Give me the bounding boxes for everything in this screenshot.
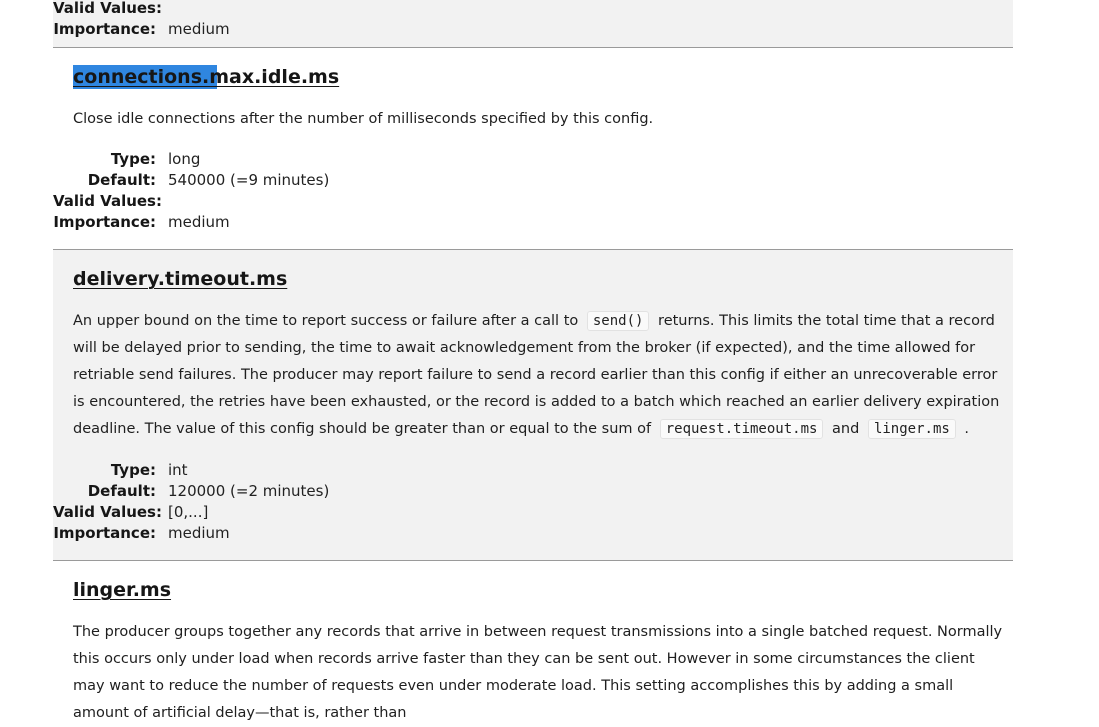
property-label: Type: <box>110 461 156 479</box>
property-label: Type: <box>110 150 156 168</box>
property-value: int <box>168 461 188 479</box>
property-value: long <box>168 150 201 168</box>
config-properties <box>53 460 473 544</box>
description-text: An upper bound on the time to report success or failure after a call to <box>73 313 579 329</box>
config-entry-delivery-timeout-ms <box>53 250 1013 560</box>
config-title-link[interactable] <box>73 65 339 89</box>
config-description: The producer groups together any records that arrive in between request transmissions into a single batched request. Normally this occurs only under load when records arrive faster than they can be sent out. However in some circumstances the client may want to reduce the number of requests even under moderate load. This setting accomplishes this by adding a small amount of artificial delay—that is, rather than <box>73 624 1003 721</box>
property-label: Valid Values: <box>53 503 162 521</box>
inline-code: send() <box>587 311 650 331</box>
inline-code: request.timeout.ms <box>660 419 824 439</box>
property-label: Default: <box>87 482 156 500</box>
config-entry-linger-ms <box>53 561 1013 721</box>
property-value: [0,...] <box>168 503 209 521</box>
property-label: Default: <box>87 171 156 189</box>
property-value: medium <box>168 20 230 38</box>
config-title-link[interactable]: delivery.timeout.ms <box>73 268 288 290</box>
property-label: Importance: <box>53 524 156 542</box>
property-row <box>53 0 473 19</box>
property-row <box>53 523 473 544</box>
property-row <box>53 191 473 212</box>
property-row <box>53 481 473 502</box>
property-row <box>53 212 473 233</box>
config-properties <box>53 149 473 233</box>
config-description <box>73 308 1008 443</box>
property-row <box>53 149 473 170</box>
description-text: and <box>832 421 860 437</box>
config-entry-connections-max-idle-ms <box>53 48 1013 249</box>
description-text: returns. This limits the total time that a record will be delayed prior to sending, the time to await acknowledgement from the broker (if expected), and the time allowed for retriable send failures. The producer may report failure to send a record earlier than this config if either an unrecoverable error is encountered, the retries have been exhausted, or the record is added to a batch which reached an earlier delivery expiration deadline. The value of this config should be greater than or equal to the sum of <box>73 313 1000 437</box>
property-value: medium <box>168 524 230 542</box>
config-title-link[interactable]: linger.ms <box>73 579 172 601</box>
property-label: Valid Values: <box>53 0 162 17</box>
property-row <box>53 170 473 191</box>
property-value: 120000 (=2 minutes) <box>168 482 330 500</box>
config-entry-previous <box>53 0 1013 47</box>
property-label: Importance: <box>53 213 156 231</box>
property-row <box>53 460 473 481</box>
config-title-text: connections.max.idle.ms <box>73 66 340 88</box>
config-description: Close idle connections after the number of milliseconds specified by this config. <box>73 111 654 127</box>
property-value: medium <box>168 213 230 231</box>
property-row <box>53 502 473 523</box>
property-value: 540000 (=9 minutes) <box>168 171 330 189</box>
property-row <box>53 19 473 40</box>
description-text: . <box>964 421 970 437</box>
property-label: Valid Values: <box>53 192 162 210</box>
property-label: Importance: <box>53 20 156 38</box>
config-properties <box>53 0 473 40</box>
inline-code: linger.ms <box>868 419 956 439</box>
